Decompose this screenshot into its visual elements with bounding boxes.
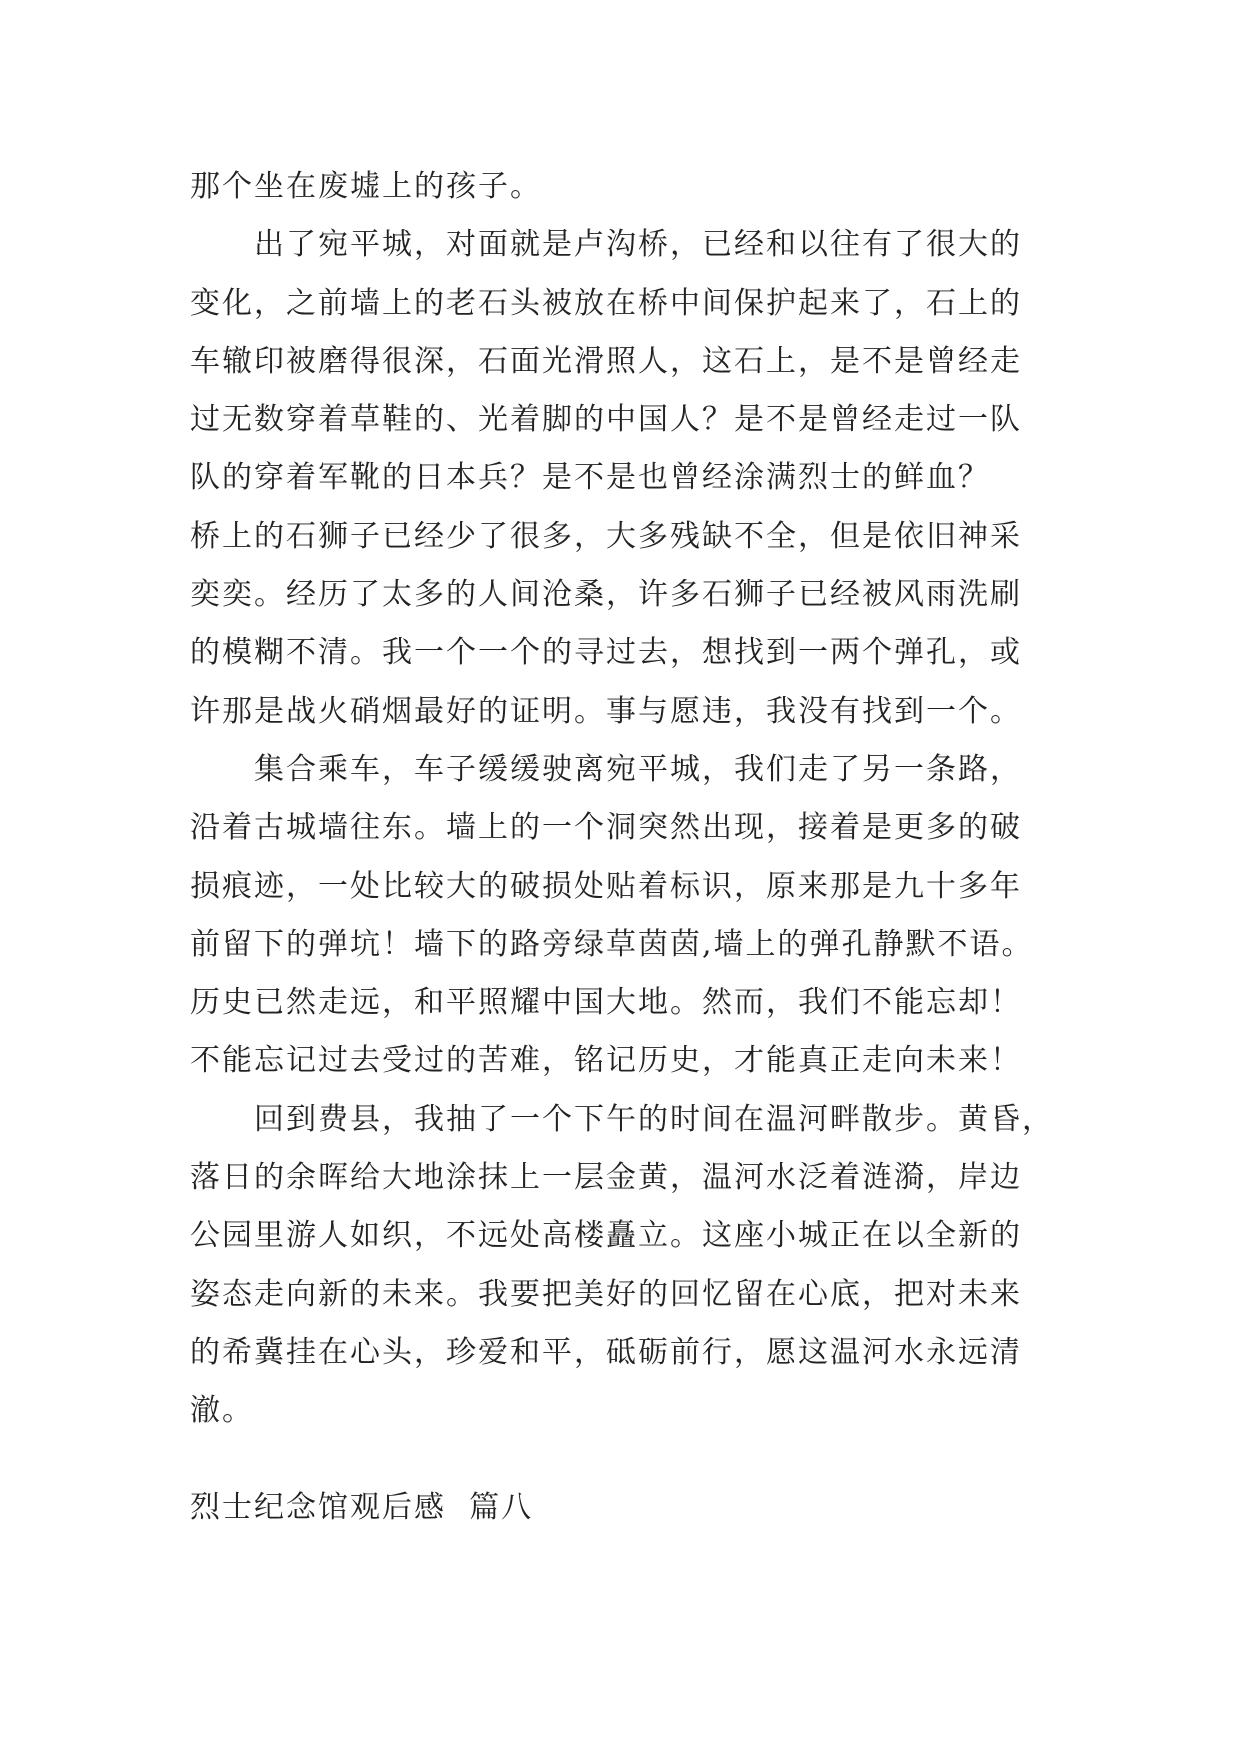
paragraph-line: 的希冀挂在心头，珍爱和平，砥砺前行，愿这温河水永远清 <box>190 1334 1022 1370</box>
paragraph-line: 奕奕。经历了太多的人间沧桑，许多石狮子已经被风雨洗刷 <box>190 577 1022 613</box>
paragraph-line: 出了宛平城，对面就是卢沟桥，已经和以往有了很大的 <box>254 227 1022 263</box>
paragraph-line: 历史已然走远，和平照耀中国大地。然而，我们不能忘却！ <box>190 985 1022 1021</box>
paragraph-line: 澈。 <box>190 1393 254 1429</box>
paragraph-line: 公园里游人如织，不远处高楼矗立。这座小城正在以全新的 <box>190 1218 1022 1254</box>
paragraph-line: 姿态走向新的未来。我要把美好的回忆留在心底，把对未来 <box>190 1276 1022 1312</box>
paragraph-line: 桥上的石狮子已经少了很多，大多残缺不全，但是依旧神采 <box>190 518 1022 554</box>
paragraph-line: 落日的余晖给大地涂抹上一层金黄，温河水泛着涟漪，岸边 <box>190 1160 1022 1196</box>
paragraph-line: 回到费县，我抽了一个下午的时间在温河畔散步。黄昏， <box>254 1101 1054 1137</box>
paragraph-line: 前留下的弹坑！墙下的路旁绿草茵茵,墙上的弹孔静默不语。 <box>190 926 1034 962</box>
body-text <box>190 158 1070 1441</box>
paragraph-line: 许那是战火硝烟最好的证明。事与愿违，我没有找到一个。 <box>190 693 1022 729</box>
paragraph-line: 损痕迹，一处比较大的破损处贴着标识，原来那是九十多年 <box>190 868 1022 904</box>
paragraph-line: 车辙印被磨得很深，石面光滑照人，这石上，是不是曾经走 <box>190 343 1022 379</box>
paragraph-line: 队的穿着军靴的日本兵？是不是也曾经涂满烈士的鲜血？ <box>190 460 990 496</box>
section-heading: 烈士纪念馆观后感 篇八 <box>190 1490 534 1525</box>
paragraph-line: 沿着古城墙往东。墙上的一个洞突然出现，接着是更多的破 <box>190 810 1022 846</box>
paragraph-line: 过无数穿着草鞋的、光着脚的中国人？是不是曾经走过一队 <box>190 402 1022 438</box>
paragraph-line: 不能忘记过去受过的苦难，铭记历史，才能真正走向未来！ <box>190 1043 1022 1079</box>
paragraph-line: 变化，之前墙上的老石头被放在桥中间保护起来了，石上的 <box>190 285 1022 321</box>
paragraph-line: 那个坐在废墟上的孩子。 <box>190 169 542 204</box>
paragraph-line: 集合乘车，车子缓缓驶离宛平城，我们走了另一条路， <box>254 751 1022 787</box>
paragraph-line: 的模糊不清。我一个一个的寻过去，想找到一两个弹孔，或 <box>190 635 1022 671</box>
